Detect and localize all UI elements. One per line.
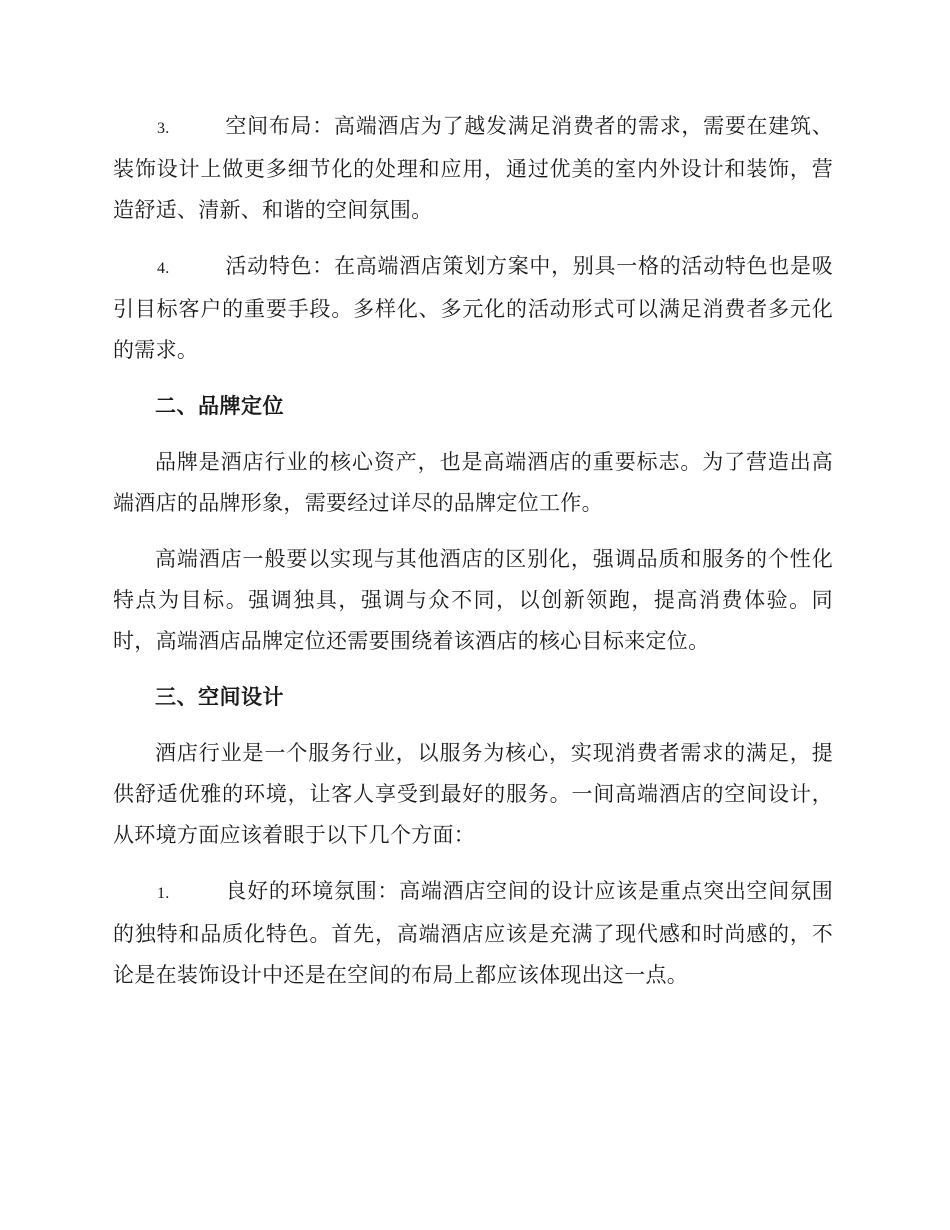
- list-number: 1.: [157, 885, 170, 902]
- list-text: 良好的环境氛围：高端酒店空间的设计应该是重点突出空间氛围的独特和品质化特色。首先，高端酒店应该是充满了现代感和时尚感的，不论是在装饰设计中还是在空间的布局上都应该体现出这一点。: [113, 879, 833, 987]
- paragraph: 品牌是酒店行业的核心资产，也是高端酒店的重要标志。为了营造出高端酒店的品牌形象，需要经过详尽的品牌定位工作。: [113, 450, 833, 515]
- list-item-space-layout: [113, 106, 833, 231]
- list-item-environment-atmosphere: [113, 871, 833, 996]
- section-heading-brand-positioning: 二、品牌定位: [155, 394, 284, 418]
- list-text: 活动特色：在高端酒店策划方案中，别具一格的活动特色也是吸引目标客户的重要手段。多样化、多元化的活动形式可以满足消费者多元化的需求。: [113, 254, 833, 362]
- section-heading-space-design: 三、空间设计: [155, 685, 284, 709]
- list-number: 4.: [157, 260, 170, 277]
- paragraph: 高端酒店一般要以实现与其他酒店的区别化，强调品质和服务的个性化特点为目标。强调独具，强调与众不同，以创新领跑，提高消费体验。同时，高端酒店品牌定位还需要围绕着该酒店的核心目标来定位。: [113, 547, 833, 653]
- document-page: [113, 106, 833, 1011]
- list-number: 3.: [157, 120, 170, 137]
- list-text: 空间布局：高端酒店为了越发满足消费者的需求，需要在建筑、装饰设计上做更多细节化的处理和应用，通过优美的室内外设计和装饰，营造舒适、清新、和谐的空间氛围。: [113, 114, 833, 222]
- list-item-activity-features: [113, 246, 833, 371]
- paragraph: 酒店行业是一个服务行业，以服务为核心，实现消费者需求的满足，提供舒适优雅的环境，让客人享受到最好的服务。一间高端酒店的空间设计，从环境方面应该着眼于以下几个方面：: [113, 741, 833, 847]
